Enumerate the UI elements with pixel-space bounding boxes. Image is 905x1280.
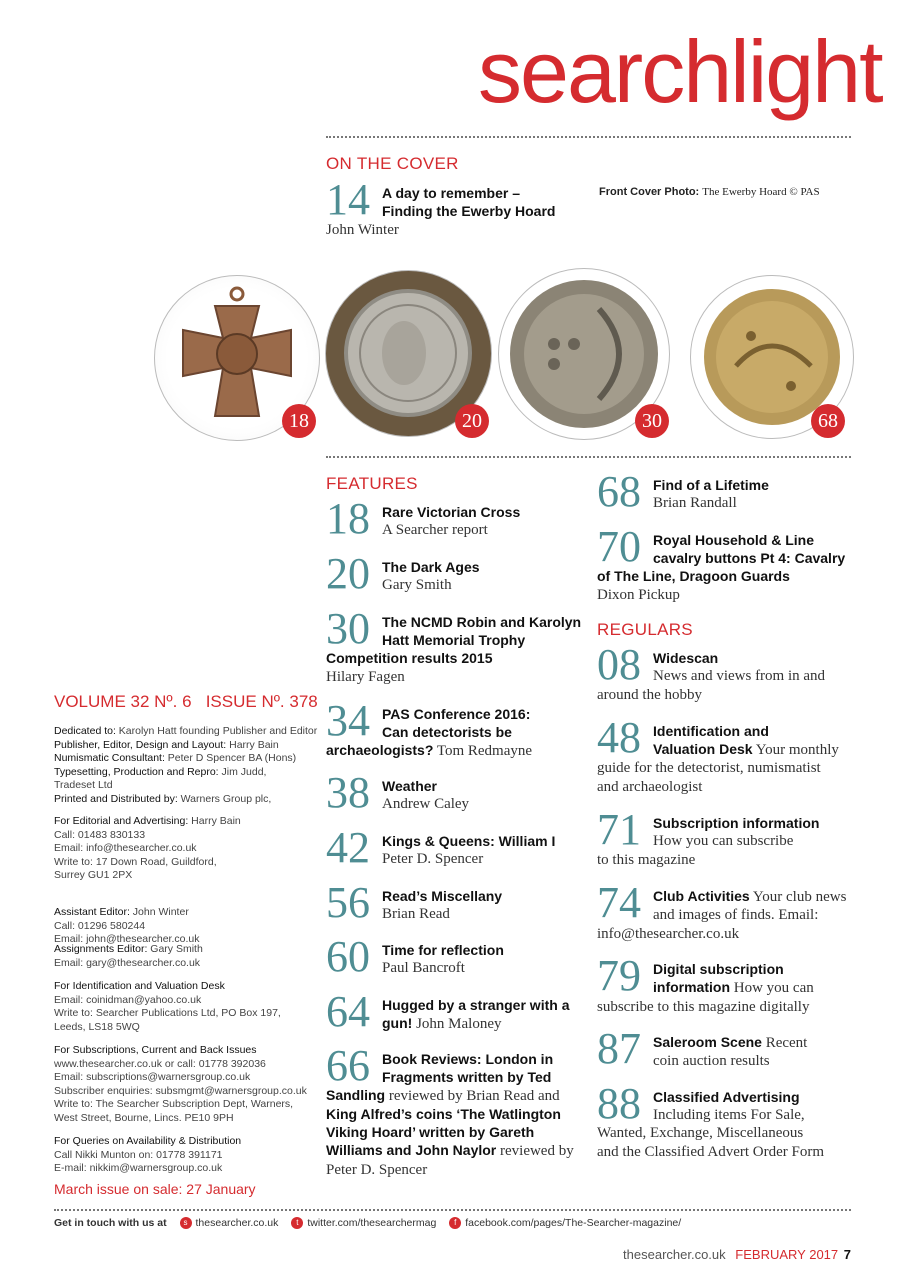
folio-site: thesearcher.co.uk [623,1247,726,1262]
masthead-value: Harry Bain [226,738,279,751]
page-number: 42 [326,823,370,872]
regular-title: Widescan [653,650,719,666]
page-number: 87 [597,1024,641,1073]
masthead-line [54,1021,281,1035]
masthead-value: Email: info@thesearcher.co.uk [54,842,197,855]
feature-title: Fragments written by Ted [382,1069,552,1085]
twitter-link-text: twitter.com/thesearchermag [307,1217,437,1229]
masthead-value: Surrey GU1 2PX [54,869,133,882]
page-number: 68 [597,467,641,516]
photo-credit: The Ewerby Hoard © PAS [702,186,820,198]
page-number: 48 [597,713,641,762]
masthead-line [54,739,317,753]
masthead-line [54,957,203,971]
page-number: 71 [597,805,641,854]
masthead-line [54,1085,307,1099]
twitter-icon: t [291,1217,303,1229]
regular-title: Saleroom Scene [653,1034,762,1050]
page-number: 60 [326,932,370,981]
regular-desc: Your monthly [752,742,839,758]
masthead-line [54,906,199,920]
masthead-line [54,766,317,780]
masthead-value: Write to: 17 Down Road, Guildford, [54,855,217,868]
regular-desc: Wanted, Exchange, Miscellaneous [597,1125,804,1141]
regular-desc: Your club news [749,889,847,905]
regular-title: Subscription information [653,815,820,831]
feature-title: Weather [382,778,437,794]
masthead-key: For Identification and Valuation Desk [54,980,225,992]
masthead-value: www.thesearcher.co.uk or call: 01778 392036 [54,1057,266,1070]
regular-desc: Recent [761,1035,808,1051]
page-number: 66 [326,1041,370,1090]
cover-page-number: 14 [326,175,370,224]
feature-author: Peter D. Spencer [382,851,484,867]
masthead-value: Peter D Spencer BA (Hons) [164,752,297,765]
masthead-line [54,1162,241,1176]
feature-title: Book Reviews: London in [382,1051,554,1067]
masthead-line [54,1149,241,1163]
masthead-value: Gary Smith [147,943,203,955]
feature-34[interactable] [326,696,586,760]
volume-issue: VOLUME 32 Nº. 6 ISSUE Nº. 378 [54,692,318,711]
regular-desc: around the hobby [597,687,702,703]
feature-author: reviewed by Brian Read and [385,1088,560,1104]
masthead-value: Call: 01296 580244 [54,919,146,932]
regular-desc: and images of finds. Email: [653,907,819,923]
regular-71[interactable] [597,805,857,869]
page-number: 20 [326,549,370,598]
coin-badge-20: 20 [455,404,489,438]
masthead-line [54,856,241,870]
masthead-search: search [478,22,731,121]
cover-story[interactable] [326,175,586,239]
masthead-key: For Subscriptions, Current and Back Issues [54,1044,257,1056]
regular-title: Digital subscription [653,961,784,977]
feature-author: Tom Redmayne [433,743,533,759]
masthead-line [54,980,281,994]
masthead-line [54,779,317,793]
masthead-line [54,920,199,934]
divider [326,136,851,138]
regular-desc: News and views from in and [653,668,826,684]
cover-title-2: Finding the Ewerby Hoard [382,203,556,219]
feature-author: Brian Randall [653,495,737,511]
facebook-link-text: facebook.com/pages/The-Searcher-magazine/ [465,1217,682,1229]
regular-74[interactable] [597,878,862,943]
masthead-light: light [730,22,882,121]
feature-title: of The Line, Dragoon Guards [597,568,790,584]
feature-title: Hatt Memorial Trophy [382,632,526,648]
features-heading: FEATURES [326,474,418,493]
regular-87[interactable] [597,1024,857,1073]
masthead-value: Call Nikki Munton on: 01778 391171 [54,1148,223,1161]
masthead-value: Email: gary@thesearcher.co.uk [54,956,201,969]
masthead-value: E-mail: nikkim@warnersgroup.co.uk [54,1162,223,1175]
feature-title: Rare Victorian Cross [382,504,521,520]
masthead-value: Jim Judd, [218,765,267,778]
feature-title: The Dark Ages [382,559,480,575]
page-number: 88 [597,1079,641,1128]
contact-bar [54,1217,681,1229]
cover-photo-credit [599,186,820,198]
feature-title: Viking Hoard’ written by Gareth [326,1124,535,1140]
masthead-value: John Winter [129,906,189,918]
coin-badge-68: 68 [811,404,845,438]
regulars-heading: REGULARS [597,620,693,639]
feature-author: Dixon Pickup [597,587,680,603]
regular-desc: info@thesearcher.co.uk [597,926,740,942]
masthead-key: For Queries on Availability & Distribution [54,1135,242,1147]
folio-date: FEBRUARY 2017 [735,1247,839,1262]
facebook-icon: f [449,1217,461,1229]
masthead-line [54,1058,307,1072]
regular-desc: How you can subscribe [653,833,794,849]
page-number: 38 [326,768,370,817]
contact-label: Get in touch with us at [54,1217,167,1229]
cover-title-1: A day to remember – [382,185,520,201]
subscriptions-block [54,1044,307,1126]
web-link-text: thesearcher.co.uk [195,1217,279,1229]
masthead-key: Publisher, Editor, Design and Layout: [54,738,227,751]
feature-author: John Maloney [412,1016,502,1032]
regular-desc: coin auction results [653,1053,770,1069]
feature-title: Royal Household & Line [653,532,815,548]
assistant-editor-block [54,906,199,947]
masthead-line [54,1135,241,1149]
masthead-key: Assistant Editor: [54,906,130,918]
twitter-link[interactable] [291,1217,436,1229]
masthead-line [54,752,317,766]
feature-64[interactable] [326,987,586,1036]
feature-38[interactable] [326,768,581,817]
feature-66[interactable] [326,1041,591,1179]
feature-42[interactable] [326,823,581,872]
feature-title: Hugged by a stranger with a [382,997,570,1013]
page-number: 79 [597,951,641,1000]
masthead-key: Dedicated to: [54,725,116,737]
page-number: 30 [326,604,370,653]
page-number: 74 [597,878,641,927]
facebook-link[interactable] [449,1217,681,1229]
assignments-block [54,943,203,970]
regular-desc: subscribe to this magazine digitally [597,999,810,1015]
feature-56[interactable] [326,878,581,927]
masthead-line [54,1112,307,1126]
masthead-key: Assignments Editor: [54,943,148,955]
feature-title: Sandling [326,1087,386,1103]
feature-30[interactable] [326,604,586,686]
feature-70[interactable] [597,522,857,604]
masthead-line [54,943,203,957]
feature-author: A Searcher report [382,522,488,538]
masthead-line [54,1071,307,1085]
on-sale-date: March issue on sale: 27 January [54,1181,256,1197]
web-link[interactable] [180,1217,279,1229]
feature-title: gun! [382,1015,413,1031]
regular-desc: and archaeologist [597,779,703,795]
masthead-line [54,829,241,843]
distribution-block [54,1135,241,1176]
regular-title: Valuation Desk [653,741,753,757]
feature-title: archaeologists? [326,742,434,758]
feature-author: Hilary Fagen [326,669,405,685]
masthead-line [54,815,241,829]
photo-label: Front Cover Photo: [599,186,700,198]
masthead-value: Warners Group plc, [177,792,272,805]
masthead-value: West Street, Bourne, Lincs. PE10 9PH [54,1111,234,1124]
feature-title: Can detectorists be [382,724,512,740]
masthead-line [54,1044,307,1058]
staff-block [54,725,317,807]
feature-author: Gary Smith [382,577,452,593]
page-number: 18 [326,494,370,543]
masthead-line [54,869,241,883]
regular-08[interactable] [597,640,857,704]
masthead-value: Email: john@thesearcher.co.uk [54,933,200,946]
feature-author: Paul Bancroft [382,960,465,976]
page-number: 08 [597,640,641,689]
feature-18[interactable] [326,494,581,543]
cover-author: John Winter [326,222,399,238]
regular-title: information [653,979,730,995]
feature-author: Brian Read [382,906,450,922]
divider [326,456,851,458]
feature-title: The NCMD Robin and Karolyn [382,614,582,630]
masthead-line [54,994,281,1008]
regular-desc: and the Classified Advert Order Form [597,1144,825,1160]
masthead-value: Karolyn Hatt founding Publisher and Editor [115,725,318,737]
feature-author: reviewed by [496,1143,574,1159]
regular-title: Classified Advertising [653,1089,800,1105]
feature-title: Read’s Miscellany [382,888,503,904]
masthead-value: Email: subscriptions@warnersgroup.co.uk [54,1071,251,1084]
masthead-line [54,1007,281,1021]
masthead-value: Write to: Searcher Publications Ltd, PO Box 197, [54,1007,281,1020]
masthead-value: Subscriber enquiries: subsmgmt@warnersgroup.co.uk [54,1084,307,1097]
regular-desc: How you can [730,980,814,996]
feature-author: Peter D. Spencer [326,1162,428,1178]
masthead-key: Printed and Distributed by: [54,792,178,805]
regular-88[interactable] [597,1079,867,1161]
masthead-key: For Editorial and Advertising: [54,815,189,827]
masthead-line [54,842,241,856]
regular-desc: to this magazine [597,852,696,868]
feature-60[interactable] [326,932,581,981]
feature-68[interactable] [597,467,852,516]
coin-badge-18: 18 [282,404,316,438]
regular-48[interactable] [597,713,862,796]
feature-title: Time for reflection [382,942,504,958]
masthead [478,22,882,121]
feature-title: PAS Conference 2016: [382,706,531,722]
page-number: 34 [326,696,370,745]
editorial-block [54,815,241,883]
page-number: 56 [326,878,370,927]
on-the-cover-heading: ON THE COVER [326,154,459,173]
feature-author: Andrew Caley [382,796,470,812]
page-number: 70 [597,522,641,571]
page-number: 64 [326,987,370,1036]
regular-title: Identification and [653,723,769,739]
coin-badge-30: 30 [635,404,669,438]
masthead-key: Typesetting, Production and Repro: [54,765,219,778]
masthead-value: Harry Bain [188,815,241,827]
feature-title: Find of a Lifetime [653,477,769,493]
masthead-value: Email: coinidman@yahoo.co.uk [54,993,202,1006]
web-icon: s [180,1217,192,1229]
masthead-value: Tradeset Ltd [54,779,113,792]
regular-desc: Including items For Sale, [653,1107,805,1123]
masthead-value: Call: 01483 830133 [54,828,146,841]
feature-title: cavalry buttons Pt 4: Cavalry [653,550,846,566]
folio [623,1247,851,1262]
feature-title: Williams and John Naylor [326,1142,497,1158]
identification-block [54,980,281,1034]
feature-20[interactable] [326,549,581,598]
masthead-value: Write to: The Searcher Subscription Dept, Warners, [54,1098,294,1111]
regular-title: Club Activities [653,888,750,904]
masthead-line [54,725,317,739]
divider [54,1209,851,1211]
feature-title: Kings & Queens: William I [382,833,556,849]
regular-79[interactable] [597,951,862,1016]
regular-desc: guide for the detectorist, numismatist [597,760,821,776]
feature-title: King Alfred’s coins ‘The Watlington [326,1106,561,1122]
masthead-line [54,1098,307,1112]
feature-title: Competition results 2015 [326,650,493,666]
masthead-value: Leeds, LS18 5WQ [54,1020,140,1033]
page-number: 7 [843,1247,851,1262]
masthead-line [54,793,317,807]
masthead-key: Numismatic Consultant: [54,752,165,765]
